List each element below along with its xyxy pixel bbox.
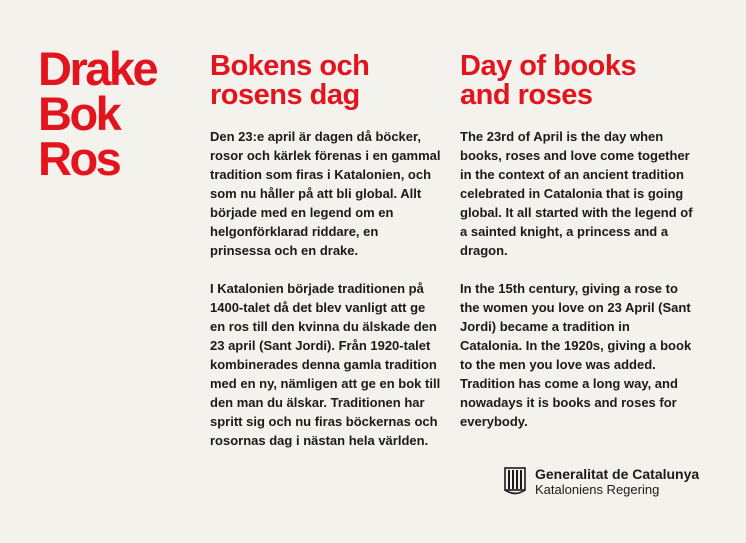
english-column bbox=[460, 52, 700, 450]
english-paragraph-1: The 23rd of April is the day when books, roses and love come together in the context of an ancient tradition celebrated in Catalonia that is going global. It all started with the legend of a sainted knight, a princess and a dragon. bbox=[460, 129, 693, 258]
swedish-paragraph-1: Den 23:e april är dagen då böcker, rosor och kärlek förenas i en gammal tradition som firas i Katalonien, och som nu håller på att bli global. Allt började med en legend om en helgonförklarad riddare, en prinsessa och en drake. bbox=[210, 129, 441, 258]
swedish-column bbox=[210, 52, 450, 469]
generalitat-text bbox=[535, 466, 699, 498]
english-paragraph-2: In the 15th century, giving a rose to the women you love on 23 April (Sant Jordi) became a tradition in Catalonia. In the 1920s, giving a book to the men you love was added. Tradition has come a long way, and nowadays it is books and roses for everybody. bbox=[460, 281, 692, 429]
logo-line-ros: Ros bbox=[38, 132, 120, 185]
generalitat-subtitle: Kataloniens Regering bbox=[535, 482, 660, 497]
generalitat-logo bbox=[503, 466, 699, 498]
drake-bok-ros-logo bbox=[38, 42, 178, 185]
swedish-heading: Bokens och rosens dag bbox=[210, 50, 370, 111]
logo-line-drake: Drake bbox=[38, 42, 157, 95]
english-heading: Day of books and roses bbox=[460, 50, 637, 111]
logo-line-bok: Bok bbox=[38, 87, 120, 140]
catalan-shield-icon bbox=[503, 466, 527, 498]
swedish-paragraph-2: I Katalonien började traditionen på 1400-talet då det blev vanligt att ge en ros till den kvinna du älskade den 23 april (Sant Jordi). Från 1920-talet kombinerades denna gamla tradition med en ny, nämligen att ge en bok till den man du älskar. Traditionen har spritt sig och nu firas böckernas och rosornas dag i nästan hela världen. bbox=[210, 281, 441, 448]
generalitat-name: Generalitat de Catalunya bbox=[535, 466, 700, 482]
